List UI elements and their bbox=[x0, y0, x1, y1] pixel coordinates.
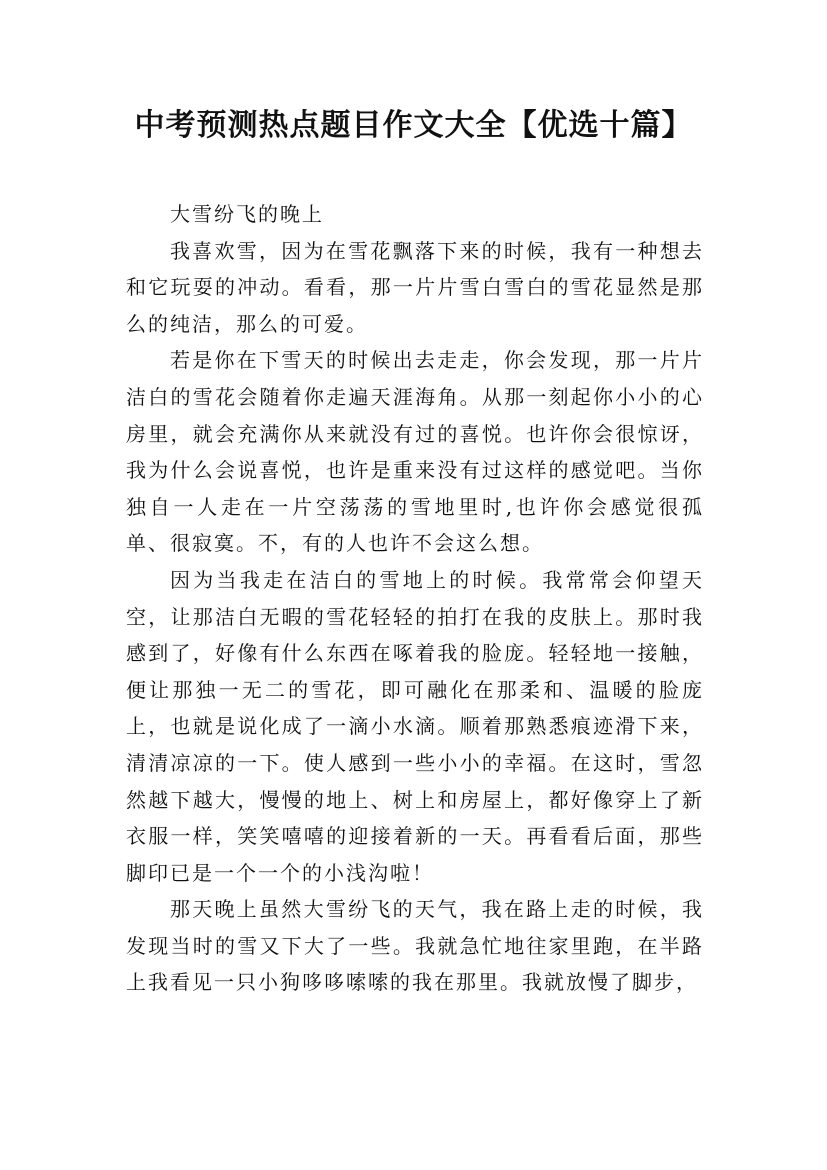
essay-paragraph: 那天晚上虽然大雪纷飞的天气，我在路上走的时候，我发现当时的雪又下大了一些。我就急忙地往家里跑，在半路上我看见一只小狗哆哆嗦嗦的我在那里。我就放慢了脚步， bbox=[126, 897, 704, 995]
essay-body bbox=[126, 196, 704, 1001]
essay-paragraph: 我喜欢雪，因为在雪花飘落下来的时候，我有一种想去和它玩耍的冲动。看看，那一片片雪白雪白的雪花显然是那么的纯洁，那么的可爱。 bbox=[126, 238, 704, 336]
essay-paragraph: 因为当我走在洁白的雪地上的时候。我常常会仰望天空，让那洁白无暇的雪花轻轻的拍打在我的皮肤上。那时我感到了，好像有什么东西在啄着我的脸庞。轻轻地一接触，便让那独一无二的雪花，即可融化在那柔和、温暖的脸庞上，也就是说化成了一滴小水滴。顺着那熟悉痕迹滑下来，清清凉凉的一下。使人感到一些小小的幸福。在这时，雪忽然越下越大，慢慢的地上、树上和房屋上，都好像穿上了新衣服一样，笑笑嘻嘻的迎接着新的一天。再看看后面，那些脚印已是一个一个的小浅沟啦！ bbox=[126, 567, 704, 885]
essay-paragraph: 若是你在下雪天的时候出去走走，你会发现，那一片片洁白的雪花会随着你走遍天涯海角。从那一刻起你小小的心房里，就会充满你从来就没有过的喜悦。也许你会很惊讶，我为什么会说喜悦，也许是重来没有过这样的感觉吧。当你独自一人走在一片空荡荡的雪地里时,也许你会感觉很孤单、很寂寞。不，有的人也许不会这么想。 bbox=[126, 348, 704, 556]
document-title: 中考预测热点题目作文大全【优选十篇】 bbox=[134, 108, 693, 143]
essay-subtitle: 大雪纷飞的晚上 bbox=[170, 202, 324, 226]
